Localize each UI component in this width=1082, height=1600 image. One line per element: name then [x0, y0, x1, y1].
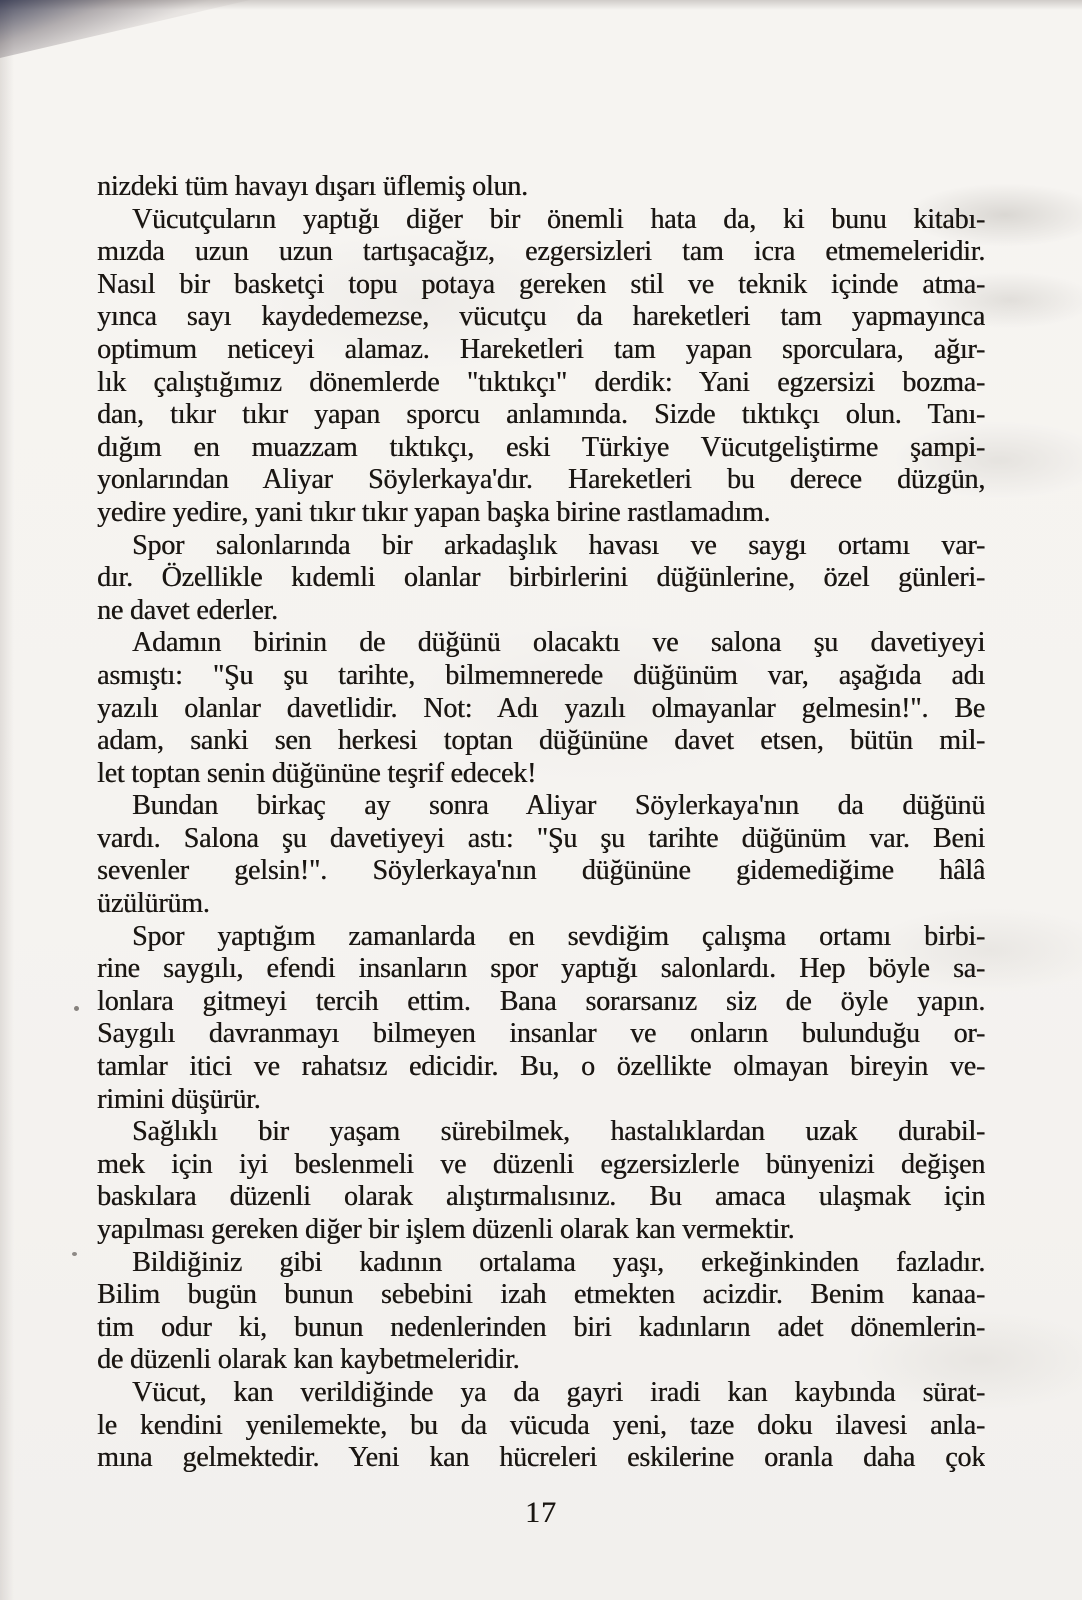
- paragraph: [97, 790, 985, 920]
- paragraph: [97, 1377, 985, 1475]
- text-line: dığım en muazzam tıktıkçı, eski Türkiye Vücutgeliştirme şampi-: [97, 431, 985, 463]
- text-line: mına gelmektedir. Yeni kan hücreleri eskilerine oranla daha çok: [97, 1442, 985, 1474]
- text-line: Sağlıklı bir yaşam sürebilmek, hastalıklardan uzak durabil-: [132, 1116, 985, 1148]
- text-line: Spor yaptığım zamanlarda en sevdiğim çalışma ortamı birbi-: [132, 920, 985, 952]
- text-line: üzülürüm.: [97, 888, 210, 920]
- text-line: adam, sanki sen herkesi toptan düğününe davet etsen, bütün mil-: [97, 725, 985, 757]
- body-text: [97, 171, 985, 1475]
- text-line: nizdeki tüm havayı dışarı üflemiş olun.: [97, 171, 528, 202]
- text-line: Saygılı davranmayı bilmeyen insanlar ve onların bulunduğu or-: [97, 1018, 985, 1050]
- text-line: Vücut, kan verildiğinde ya da gayri iradi kan kaybında sürat-: [132, 1376, 985, 1408]
- page-number: 17: [525, 1496, 557, 1529]
- text-line: Vücutçuların yaptığı diğer bir önemli hata da, ki bunu kitabı-: [132, 203, 985, 235]
- text-line: tim odur ki, bunun nedenlerinden biri kadınların adet dönemlerin-: [97, 1311, 985, 1343]
- text-line: mek için iyi beslenmeli ve düzenli egzersizlerle bünyenizi değişen: [97, 1148, 985, 1180]
- paragraph: [97, 627, 985, 790]
- text-line: Bilim bugün bunun sebebini izah etmekten acizdir. Benim kanaa-: [97, 1279, 985, 1311]
- text-line: yapılması gereken diğer bir işlem düzenli olarak kan vermektir.: [97, 1214, 795, 1245]
- text-line: let toptan senin düğününe teşrif edecek!: [97, 757, 537, 789]
- text-line: le kendini yenilemekte, bu da vücuda yeni, taze doku ilavesi anla-: [97, 1409, 985, 1441]
- ink-speck: [72, 1252, 77, 1256]
- text-line: baskılara düzenli olarak alıştırmalısınız. Bu amaca ulaşmak için: [97, 1181, 985, 1213]
- text-line: de düzenli olarak kan kaybetmeleridir.: [97, 1344, 520, 1376]
- paragraph: [97, 1116, 985, 1246]
- scan-corner-artifact: [0, 0, 250, 58]
- text-line: yonlarından Aliyar Söylerkaya'dır. Hareketleri bu derece düzgün,: [97, 464, 985, 496]
- text-line: yınca sayı kaydedemezse, vücutçu da hareketleri tam yapmayınca: [97, 301, 985, 333]
- paragraph: [97, 530, 985, 628]
- text-line: asmıştı: "Şu şu tarihte, bilmemnerede düğünüm var, aşağıda adı: [97, 659, 985, 691]
- paragraph: [97, 171, 985, 204]
- text-line: ne davet ederler.: [97, 594, 278, 626]
- text-line: tamlar itici ve rahatsız edicidir. Bu, o özellikte olmayan bireyin ve-: [97, 1051, 985, 1083]
- ink-speck: [74, 1006, 79, 1011]
- text-line: lık çalıştığımız dönemlerde "tıktıkçı" derdik: Yani egzersizi bozma-: [97, 366, 985, 398]
- text-line: Bundan birkaç ay sonra Aliyar Söylerkaya'nın da düğünü: [132, 790, 985, 822]
- paragraph: [97, 921, 985, 1117]
- text-line: Bildiğiniz gibi kadının ortalama yaşı, erkeğinkinden fazladır.: [132, 1246, 985, 1278]
- text-line: rine saygılı, efendi insanların spor yaptığı salonlardı. Hep böyle sa-: [97, 953, 985, 985]
- text-line: Nasıl bir basketçi topu potaya gereken stil ve teknik içinde atma-: [97, 268, 985, 300]
- text-line: yazılı olanlar davetlidir. Not: Adı yazılı olmayanlar gelmesin!". Be: [97, 692, 985, 724]
- text-line: mızda uzun uzun tartışacağız, ezgersizleri tam icra etmemeleridir.: [97, 236, 985, 268]
- text-line: optimum neticeyi alamaz. Hareketleri tam yapan sporculara, ağır-: [97, 333, 985, 365]
- text-line: Spor salonlarında bir arkadaşlık havası ve saygı ortamı var-: [132, 529, 985, 561]
- text-line: yedire yedire, yani tıkır tıkır yapan başka birine rastlamadım.: [97, 496, 771, 528]
- text-line: Adamın birinin de düğünü olacaktı ve salona şu davetiyeyi: [132, 627, 985, 659]
- text-line: dan, tıkır tıkır yapan sporcu anlamında. Sizde tıktıkçı olun. Tanı-: [97, 399, 985, 431]
- text-line: lonlara gitmeyi tercih ettim. Bana sorarsanız siz de öyle yapın.: [97, 985, 985, 1017]
- text-line: rimini düşürür.: [97, 1083, 261, 1115]
- paragraph: [97, 1247, 985, 1377]
- paragraph: [97, 204, 985, 530]
- text-line: vardı. Salona şu davetiyeyi astı: "Şu şu tarihte düğünüm var. Beni: [97, 822, 985, 854]
- text-line: sevenler gelsin!". Söylerkaya'nın düğününe gidemediğime hâlâ: [97, 855, 985, 887]
- text-line: dır. Özellikle kıdemli olanlar birbirlerini düğünlerine, özel günleri-: [97, 562, 985, 594]
